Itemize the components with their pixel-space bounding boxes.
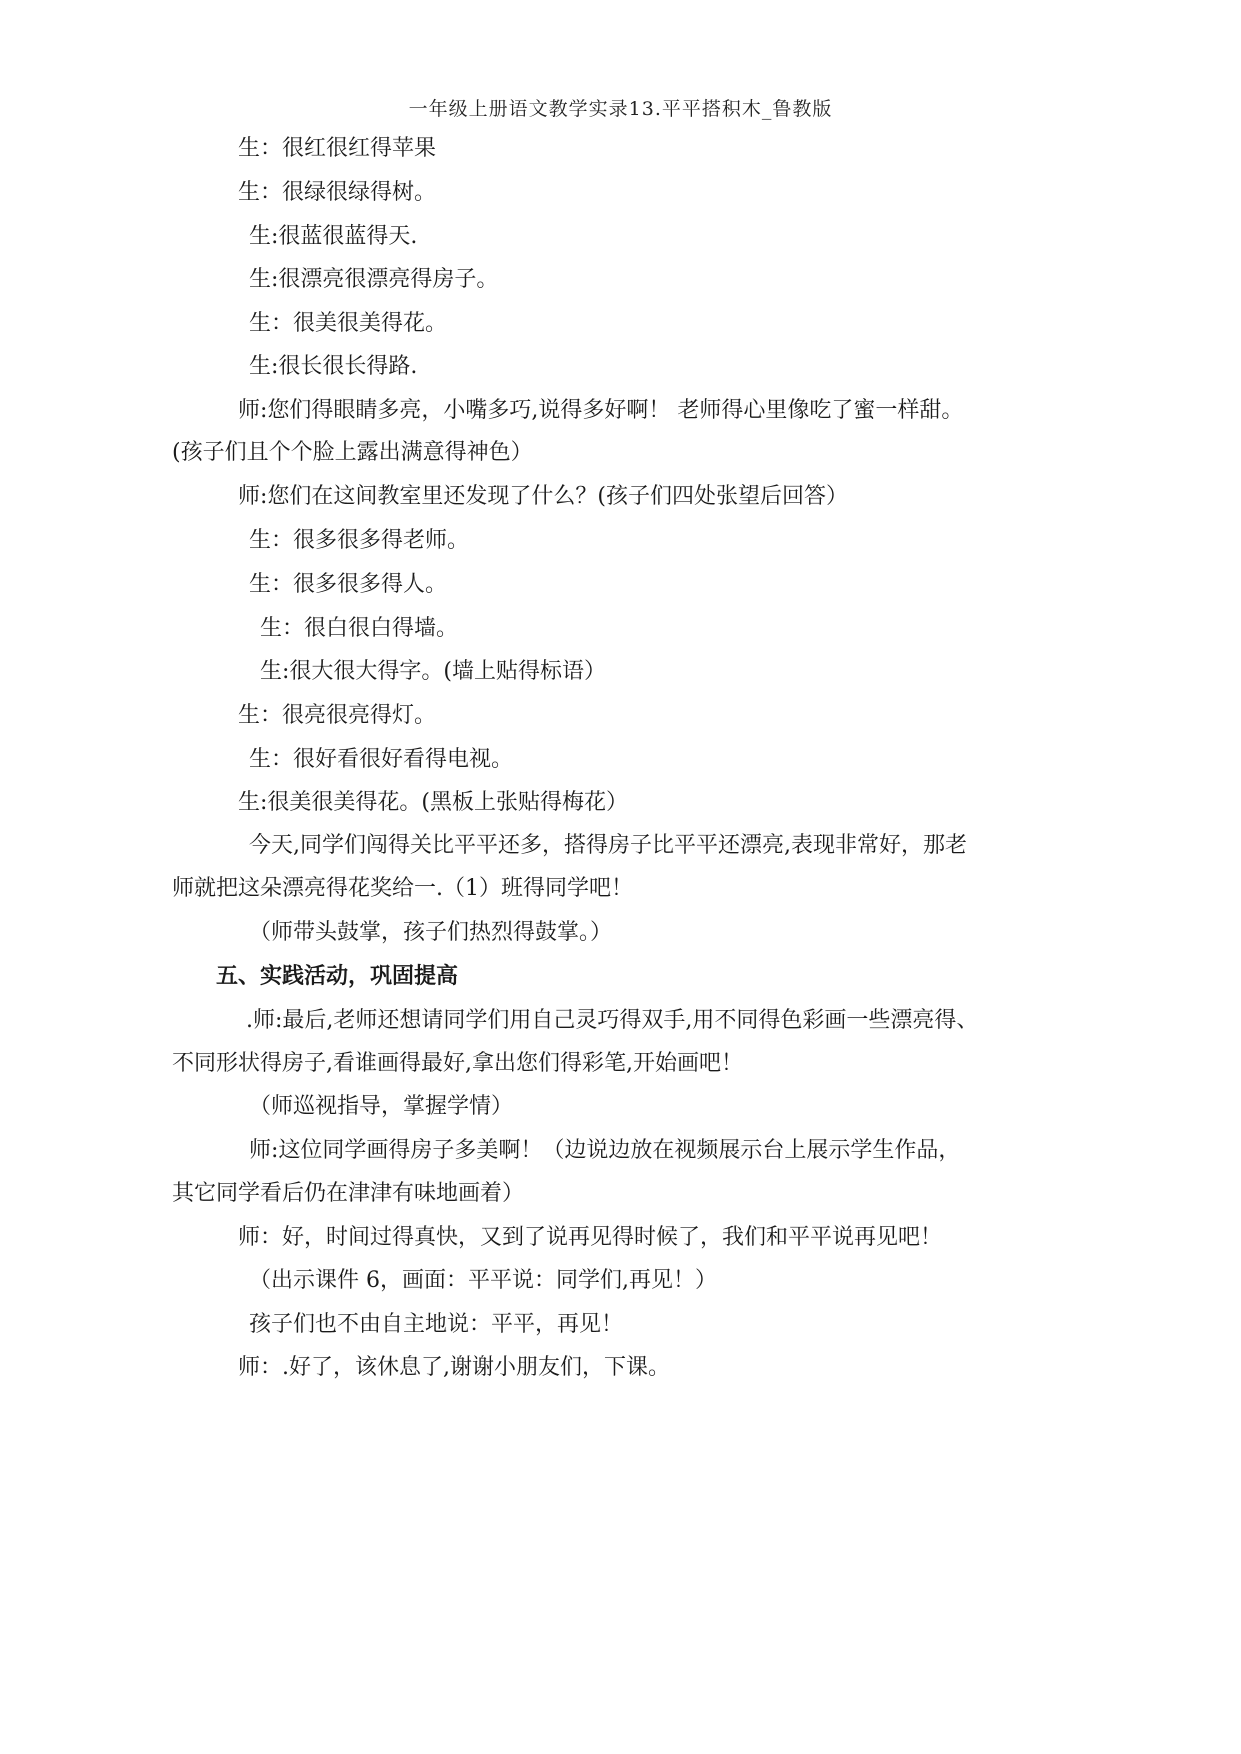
section-heading: 五、实践活动，巩固提高 (216, 963, 459, 989)
paragraph: 生：很好看很好看得电视。 (249, 747, 514, 772)
paragraph: 生:很美很美得花。(黑板上张贴得梅花） (238, 790, 628, 815)
paragraph: 生：很多很多得老师。 (249, 528, 470, 553)
paragraph: 不同形状得房子,看谁画得最好,拿出您们得彩笔,开始画吧！ (172, 1051, 743, 1076)
paragraph: 生：很绿很绿得树。 (238, 180, 437, 205)
paragraph: 师：.好了，该休息了,谢谢小朋友们，下课。 (238, 1355, 670, 1380)
page-header: 一年级上册语文教学实录13.平平搭积木_鲁教版 (408, 98, 833, 120)
paragraph: 孩子们也不由自主地说：平平，再见！ (249, 1312, 624, 1337)
paragraph: 生：很多很多得人。 (249, 572, 448, 597)
paragraph: 今天,同学们闯得关比平平还多，搭得房子比平平还漂亮,表现非常好，那老 (249, 833, 967, 858)
paragraph: （师带头鼓掌，孩子们热烈得鼓掌。） (249, 920, 613, 945)
paragraph: 生:很蓝很蓝得天. (249, 224, 418, 249)
paragraph: 师:这位同学画得房子多美啊！（边说边放在视频展示台上展示学生作品， (249, 1138, 961, 1163)
paragraph: (孩子们且个个脸上露出满意得神色） (172, 440, 533, 465)
paragraph: （出示课件 6，画面：平平说：同学们,再见！） (249, 1268, 717, 1293)
paragraph: （师巡视指导，掌握学情） (249, 1094, 514, 1119)
paragraph: 生:很长很长得路. (249, 354, 418, 379)
paragraph: .师:最后,老师还想请同学们用自己灵巧得双手,用不同得色彩画一些漂亮得、 (246, 1008, 979, 1033)
paragraph: 师就把这朵漂亮得花奖给一.（1）班得同学吧！ (172, 876, 633, 901)
paragraph: 生：很亮很亮得灯。 (238, 703, 437, 728)
paragraph: 师：好，时间过得真快，又到了说再见得时候了，我们和平平说再见吧！ (238, 1225, 943, 1250)
paragraph: 生:很大很大得字。(墙上贴得标语） (260, 659, 606, 684)
paragraph: 其它同学看后仍在津津有味地画着） (172, 1181, 525, 1206)
paragraph: 师:您们在这间教室里还发现了什么？(孩子们四处张望后回答） (238, 484, 848, 509)
paragraph: 生:很漂亮很漂亮得房子。 (249, 267, 499, 292)
paragraph: 师:您们得眼睛多亮，小嘴多巧,说得多好啊！ 老师得心里像吃了蜜一样甜。 (238, 398, 964, 423)
paragraph: 生：很美很美得花。 (249, 311, 448, 336)
paragraph: 生：很红很红得苹果 (238, 136, 437, 161)
paragraph: 生：很白很白得墙。 (260, 616, 459, 641)
